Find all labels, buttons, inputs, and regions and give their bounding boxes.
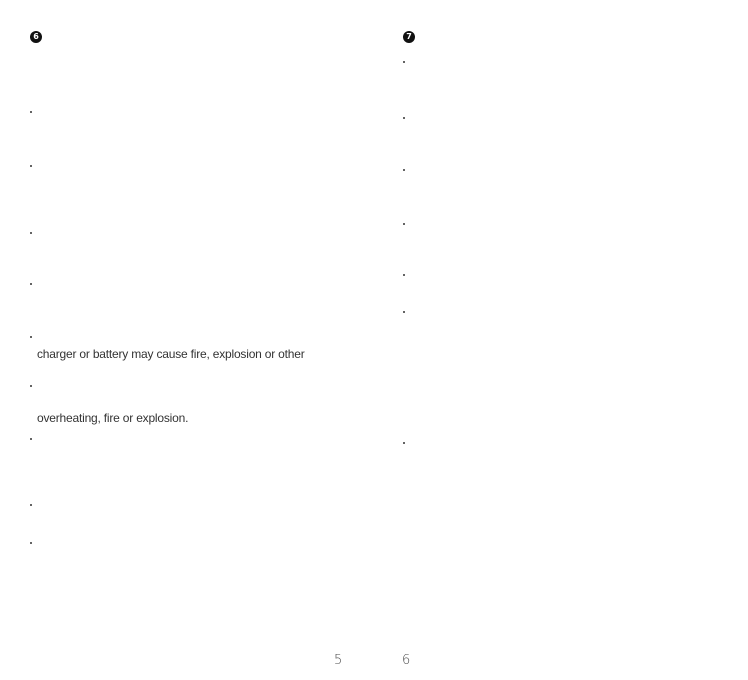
bullet-point bbox=[403, 274, 405, 276]
bullet-point bbox=[30, 385, 32, 387]
right-page bbox=[374, 0, 748, 680]
bullet-point bbox=[30, 438, 32, 440]
bullet-point bbox=[30, 165, 32, 167]
bullet-point bbox=[403, 223, 405, 225]
bullet-point bbox=[30, 283, 32, 285]
page-number: 6 bbox=[402, 653, 411, 668]
bullet-point bbox=[403, 169, 405, 171]
bullet-point bbox=[403, 117, 405, 119]
page-number: 5 bbox=[334, 653, 343, 668]
section-number-badge: 7 bbox=[403, 31, 415, 43]
bullet-point bbox=[30, 504, 32, 506]
bullet-point bbox=[30, 232, 32, 234]
section-number-badge: 6 bbox=[30, 31, 42, 43]
bullet-point bbox=[403, 61, 405, 63]
bullet-point bbox=[403, 311, 405, 313]
bullet-point bbox=[30, 336, 32, 338]
bullet-point bbox=[403, 442, 405, 444]
bullet-point bbox=[30, 111, 32, 113]
body-text-line: charger or battery may cause fire, explosion or other bbox=[37, 347, 305, 361]
body-text-line: overheating, fire or explosion. bbox=[37, 411, 189, 425]
bullet-point bbox=[30, 542, 32, 544]
